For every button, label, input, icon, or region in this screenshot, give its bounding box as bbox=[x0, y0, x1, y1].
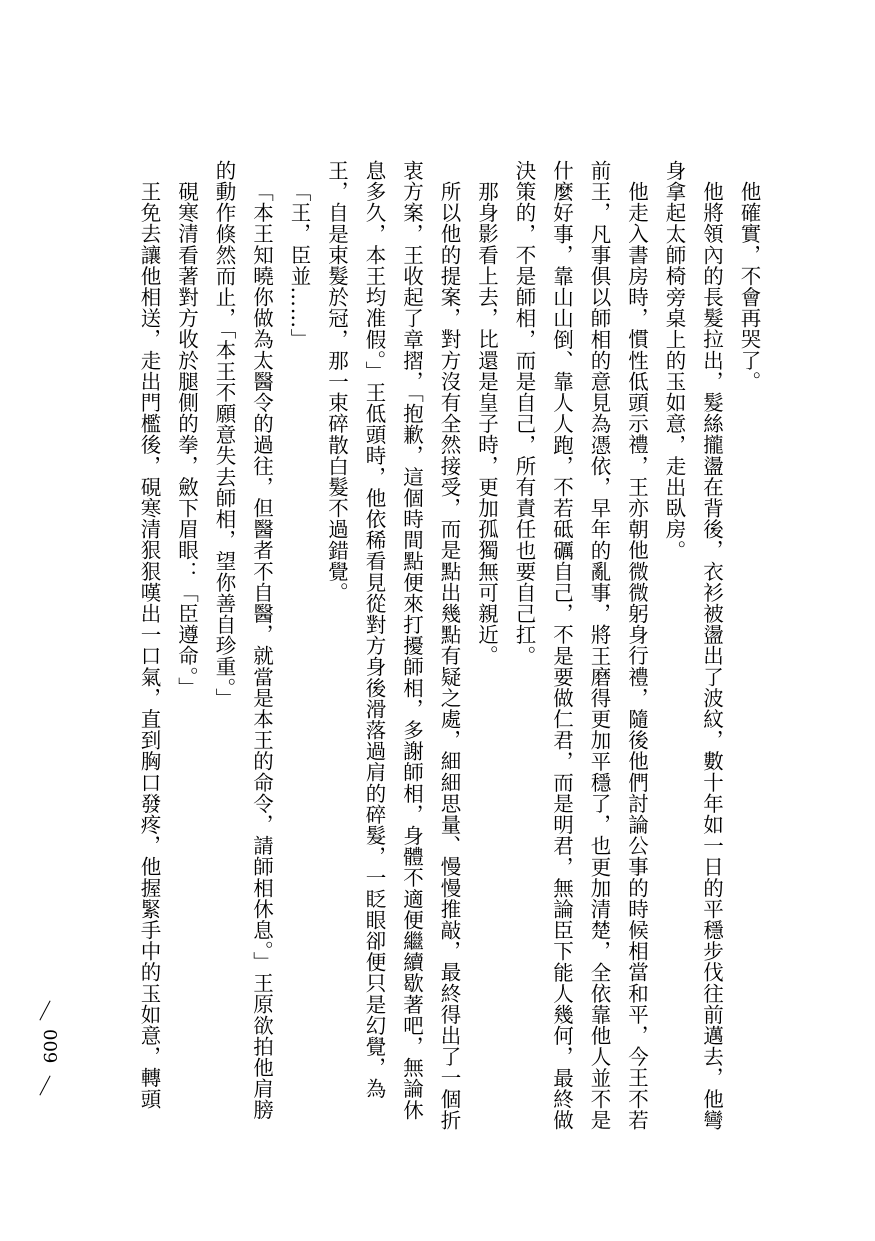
paragraph: 「王，臣並……」 bbox=[287, 180, 311, 350]
paragraph: 王免去讓他相送，走出門檻後，硯寒清狠狠嘆出一口氣，直到胸口發疼，他握緊手中的玉如意，轉頭 bbox=[137, 180, 161, 1109]
paragraph: 他走入書房時，慣性低頭示禮，王亦朝他微微躬身行禮，隨後他們討論公事的時候相當和平，今王不若前王，凡事俱以師相的意見為憑依，早年的亂事，將王磨得更加平穩了，也更加清楚，全依靠他人並不是什麼好事，靠山山倒、靠人人跑，不若砥礪自己，不是要做仁君，而是明君，無論臣下能人幾何，最終做決策的，不是師相，而是自己，所有責任也要自己扛。 bbox=[512, 160, 649, 1131]
paragraph: 「本王知曉你做為太醫令的過往，但醫者不自醫，就當是本王的命令，請師相休息。」王原欲拍他肩膀的動作倏然而止，「本王不願意失去師相，望你善自珍重。」 bbox=[212, 160, 274, 1120]
paragraph: 硯寒清看著對方收於腿側的拳，斂下眉眼：「臣遵命。」 bbox=[174, 180, 199, 698]
paragraph: 所以他的提案，對方沒有全然接受，而是點出幾點有疑之處，細細思量、慢慢推敲，最終得出了一個折衷方案，王收起了章摺，「抱歉，這個時間點便來打擾師相，多謝師相，身體不適便繼續歇著吧，無論休息多久，本王均准假。」王低頭時，他依稀看見從對方身後滑落過肩的碎髮，一眨眼卻便只是幻覺，為王，自是束髮於冠，那一束碎散白髮不過錯覺。 bbox=[324, 160, 461, 1130]
vertical-text-block bbox=[47, 160, 767, 1132]
page-number: 009 bbox=[39, 1028, 60, 1064]
paragraph: 那身影看上去，比還是皇子時，更加孤獨無可親近。 bbox=[474, 180, 499, 666]
paragraph: 他確實，不會再哭了。 bbox=[737, 180, 761, 392]
paragraph: 他將領內的長髮拉出，髮絲攏盪在背後，衣衫被盪出了波紋，數十年如一日的平穩步伐往前邁去，他彎身拿起太師椅旁桌上的玉如意，走出臥房。 bbox=[662, 160, 724, 1130]
